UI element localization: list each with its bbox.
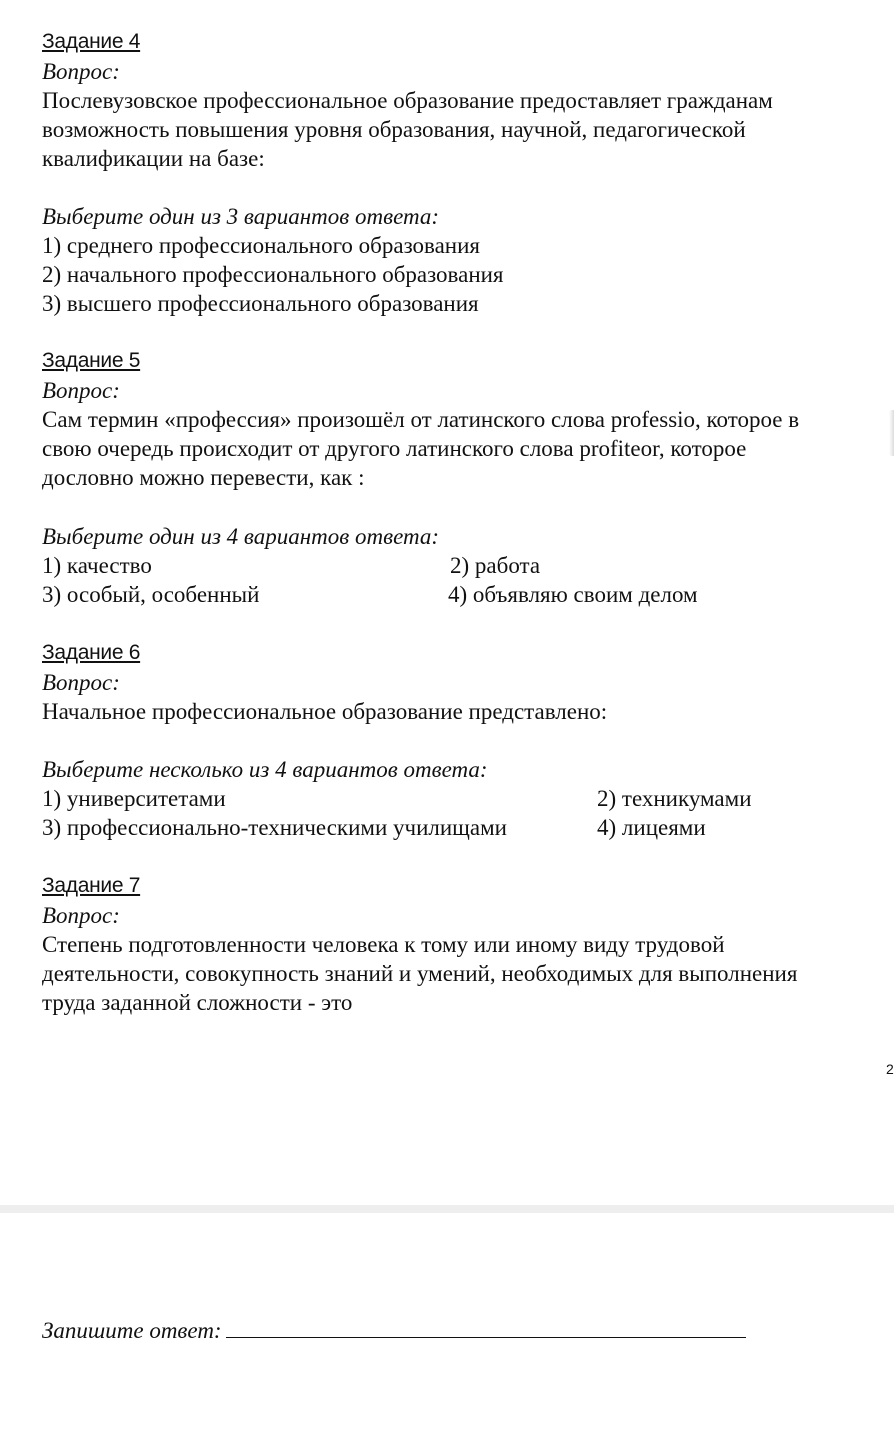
- task-6-prompt: Выберите несколько из 4 вариантов ответа:: [42, 757, 488, 782]
- task-4-prompt: Выберите один из 3 вариантов ответа:: [42, 204, 440, 229]
- task-5-question-line: свою очередь происходит от другого латинского слова profiteor, которое: [42, 436, 747, 461]
- task-6-question-label: Вопрос:: [42, 670, 120, 695]
- task-7-question-line: деятельности, совокупность знаний и умений, необходимых для выполнения: [42, 961, 798, 986]
- task-7-question-label: Вопрос:: [42, 903, 120, 928]
- task-6-question-line: Начальное профессиональное образование представлено:: [42, 699, 608, 724]
- task-4-option: 1) среднего профессионального образования: [42, 233, 480, 258]
- task-6-option: 4) лицеями: [597, 815, 706, 840]
- task-6-title: Задание 6: [42, 641, 141, 664]
- task-4-option: 2) начального профессионального образования: [42, 262, 504, 287]
- task-4-question-line: Послевузовское профессиональное образование предоставляет гражданам: [42, 88, 773, 113]
- task-7-question-line: Степень подготовленности человека к тому или иному виду трудовой: [42, 932, 725, 957]
- task-5-title: Задание 5: [42, 349, 141, 372]
- task-6-option: 1) университетами: [42, 786, 226, 811]
- task-5-question-line: Сам термин «профессия» произошёл от латинского слова professio, которое в: [42, 407, 800, 432]
- task-5-option: 4) объявляю своим делом: [448, 582, 698, 607]
- page-edge-shadow: [889, 410, 894, 456]
- task-7-question-line: труда заданной сложности - это: [42, 990, 353, 1015]
- task-5-option: 1) качество: [42, 553, 152, 578]
- task-5-option: 2) работа: [450, 553, 541, 578]
- answer-line[interactable]: [226, 1315, 746, 1338]
- task-7-title: Задание 7: [42, 874, 141, 897]
- task-5-question-line: дословно можно перевести, как :: [42, 465, 365, 490]
- task-5-option: 3) особый, особенный: [42, 582, 260, 607]
- task-5-prompt: Выберите один из 4 вариантов ответа:: [42, 524, 440, 549]
- task-4-question-label: Вопрос:: [42, 59, 120, 84]
- task-5-question-label: Вопрос:: [42, 378, 120, 403]
- answer-row: [42, 1315, 746, 1345]
- task-4-title: Задание 4: [42, 30, 141, 53]
- page-break: [0, 1205, 894, 1213]
- task-4-question-line: квалификации на базе:: [42, 146, 265, 171]
- task-6-option: 2) техникумами: [597, 786, 752, 811]
- task-6-option: 3) профессионально-техническими училищами: [42, 815, 507, 840]
- task-4-option: 3) высшего профессионального образования: [42, 291, 479, 316]
- task-4-question-line: возможность повышения уровня образования, научной, педагогической: [42, 117, 746, 142]
- answer-label: Запишите ответ:: [42, 1318, 222, 1343]
- page-number: 2: [886, 1061, 894, 1077]
